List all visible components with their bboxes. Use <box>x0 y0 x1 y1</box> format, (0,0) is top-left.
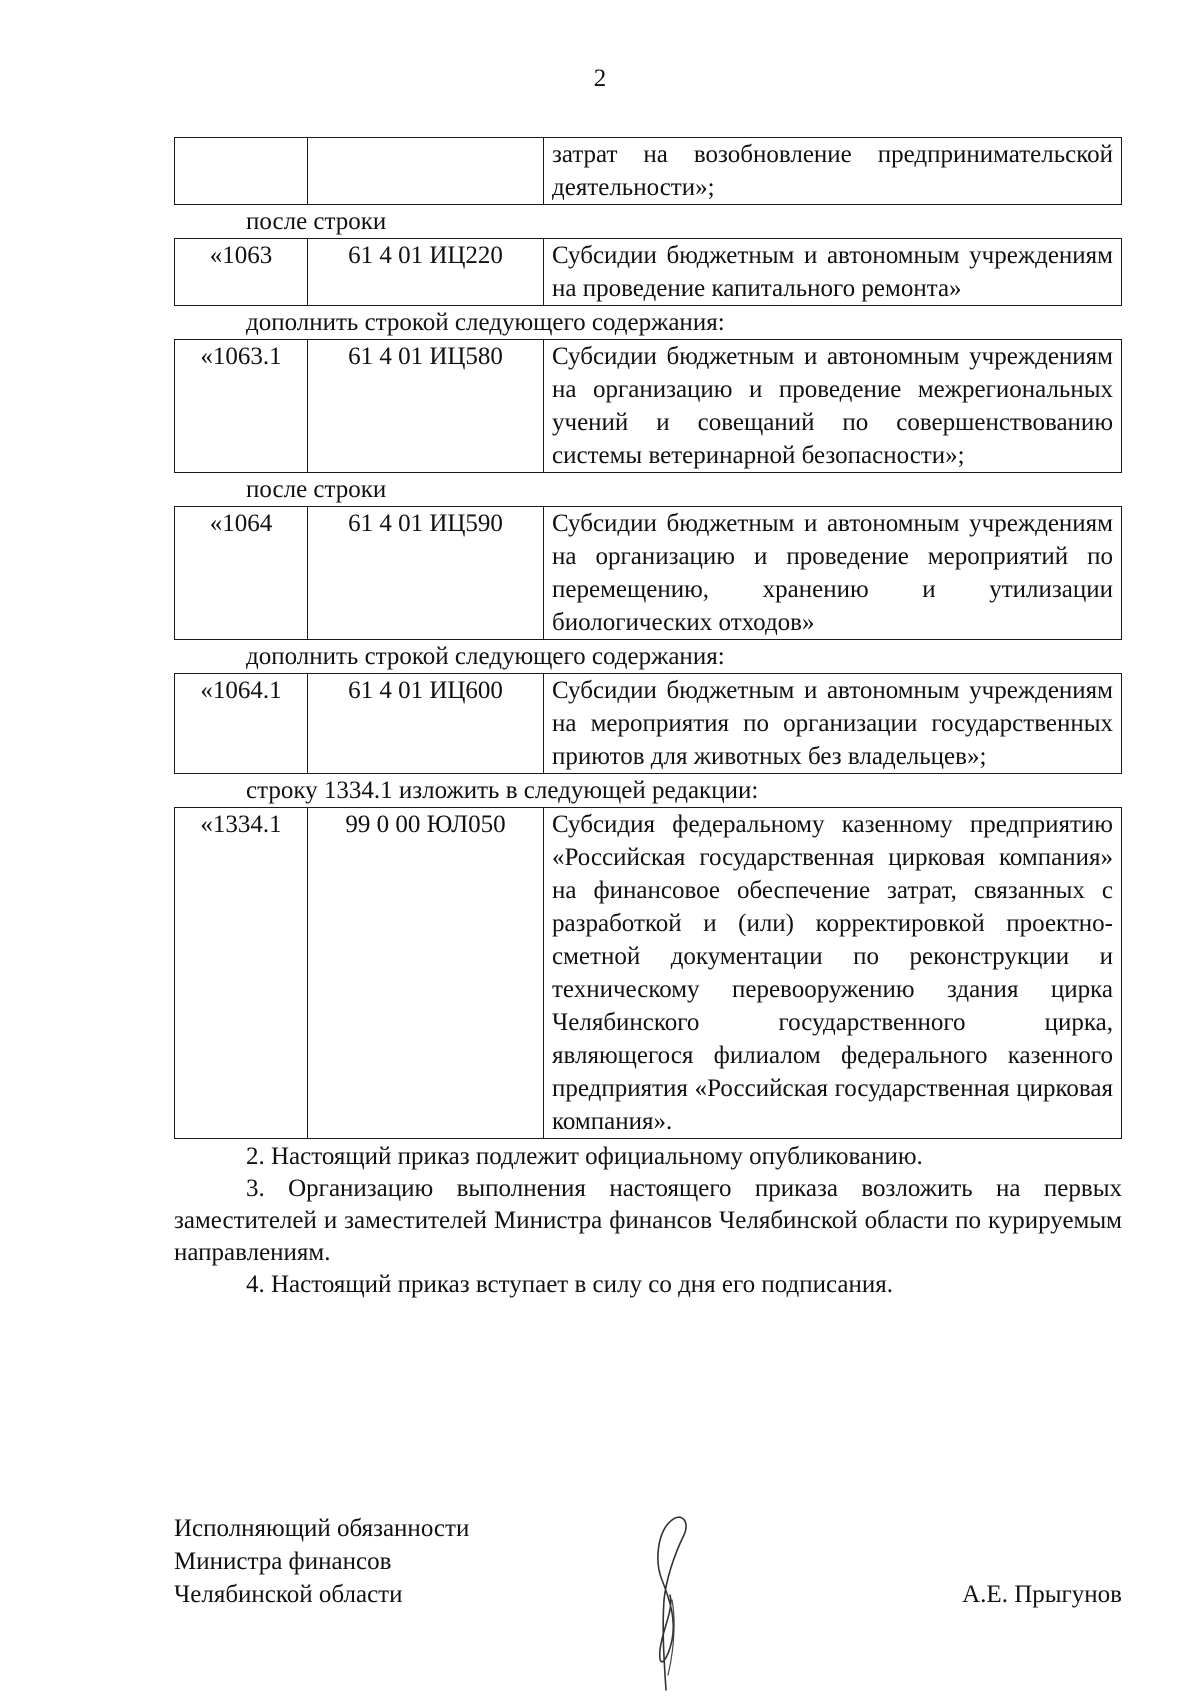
row-number-cell: «1064 <box>175 507 308 640</box>
signer-title-line: Челябинской области <box>174 1581 403 1608</box>
code-table-row-1063-1 <box>174 339 1122 473</box>
table-row <box>175 808 1122 1139</box>
instruction-note: дополнить строкой следующего содержания: <box>246 643 725 670</box>
order-paragraph-3: 3. Организацию выполнения настоящего приказа возложить на первых заместителей и заместителей Министра финансов Челябинской области по курируемым направлениям. <box>174 1175 1122 1266</box>
row-number-cell <box>175 138 308 205</box>
row-number-cell: «1334.1 <box>175 808 308 1139</box>
signer-name: А.Е. Прыгунов <box>962 1581 1122 1608</box>
order-paragraph-4: 4. Настоящий приказ вступает в силу со дня его подписания. <box>246 1271 894 1298</box>
code-table-row-1063 <box>174 238 1122 306</box>
signer-title-line: Министра финансов <box>174 1548 392 1575</box>
instruction-note: строку 1334.1 изложить в следующей редакции: <box>246 777 759 804</box>
row-description-cell: Субсидии бюджетным и автономным учреждениям на мероприятия по организации государственных приютов для животных без владельцев»; <box>544 674 1122 774</box>
code-table-row-1064-1 <box>174 673 1122 774</box>
row-code-cell: 61 4 01 ИЦ220 <box>308 239 544 306</box>
row-description-cell: Субсидии бюджетным и автономным учреждениям на организацию и проведение мероприятий по перемещению, хранению и утилизации биологических отходов» <box>544 507 1122 640</box>
row-number-cell: «1063 <box>175 239 308 306</box>
order-paragraph-2: 2. Настоящий приказ подлежит официальному опубликованию. <box>246 1143 923 1170</box>
table-row <box>175 138 1122 205</box>
code-table-row-1064 <box>174 506 1122 640</box>
instruction-note: после строки <box>246 476 387 503</box>
row-code-cell: 61 4 01 ИЦ580 <box>308 340 544 473</box>
row-description-cell: Субсидия федеральному казенному предприятию «Российская государственная цирковая компания» на финансовое обеспечение затрат, связанных с разработкой и (или) корректировкой проектно-сметной документации по реконструкции и техническому перевооружению здания цирка Челябинского государственного цирка, являющегося филиалом федерального казенного предприятия «Российская государственная цирковая компания». <box>544 808 1122 1139</box>
row-code-cell: 99 0 00 ЮЛ050 <box>308 808 544 1139</box>
row-description-cell: Субсидии бюджетным и автономным учреждениям на организацию и проведение межрегиональных учений и совещаний по совершенствованию системы ветеринарной безопасности»; <box>544 340 1122 473</box>
table-row <box>175 239 1122 306</box>
table-row <box>175 507 1122 640</box>
page-number: 2 <box>593 65 607 92</box>
instruction-note: после строки <box>246 208 387 235</box>
row-code-cell: 61 4 01 ИЦ590 <box>308 507 544 640</box>
code-table-row-1334-1 <box>174 807 1122 1139</box>
code-table-continuation <box>174 137 1122 205</box>
handwritten-signature <box>614 1500 724 1700</box>
row-number-cell: «1063.1 <box>175 340 308 473</box>
row-code-cell: 61 4 01 ИЦ600 <box>308 674 544 774</box>
table-row <box>175 674 1122 774</box>
row-description-cell: затрат на возобновление предпринимательской деятельности»; <box>544 138 1122 205</box>
signer-title-line: Исполняющий обязанности <box>174 1515 470 1542</box>
table-row <box>175 340 1122 473</box>
row-code-cell <box>308 138 544 205</box>
row-number-cell: «1064.1 <box>175 674 308 774</box>
signature-block <box>174 1512 1122 1632</box>
row-description-cell: Субсидии бюджетным и автономным учреждениям на проведение капитального ремонта» <box>544 239 1122 306</box>
document-body <box>174 137 1122 1301</box>
instruction-note: дополнить строкой следующего содержания: <box>246 309 725 336</box>
